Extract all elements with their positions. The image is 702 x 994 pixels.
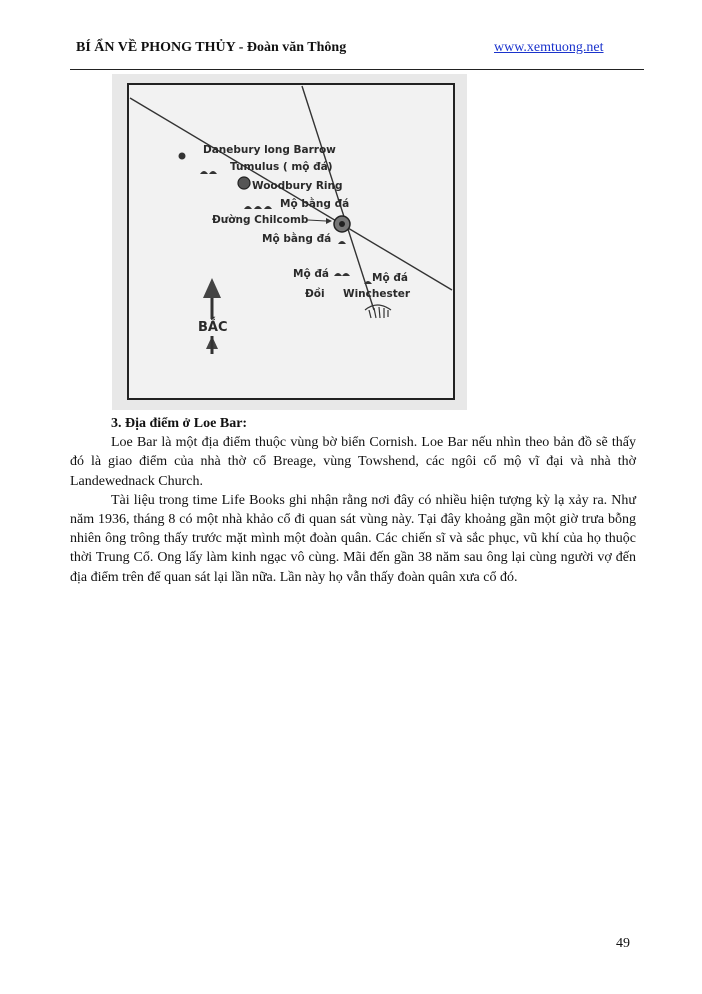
stone-mounds-1	[244, 206, 272, 209]
label-mo-bang-da-1: Mộ bằng đá	[280, 198, 350, 210]
section-body	[70, 414, 636, 587]
paragraph-1: Loe Bar là một địa điểm thuộc vùng bờ biển Cornish. Loe Bar nếu nhìn theo bản đồ sẽ thấy đó là giao điểm của nhà thờ cổ Breage, vùng Towshend, các ngôi cổ mộ vĩ đại và nhà thờ Landewednack Church.	[70, 435, 636, 489]
label-doi: Đồi	[305, 288, 325, 300]
paragraph-2: Tài liệu trong time Life Books ghi nhận rằng nơi đây có nhiều hiện tượng kỳ lạ xảy ra. Như năm 1936, tháng 8 có một nhà khảo cổ đi quan sát vùng này. Tại đây khoảng gần một giờ trưa bỗng nhiên ông trông thấy trước mặt mình một đoàn quân. Các chiến sĩ và sắc phục, vũ khí của họ thuộc thời Trung Cổ. Ong lấy làm kinh ngạc vô cùng. Mãi đến gần 38 năm sau ông lại cùng người vợ đến địa điểm trên để quan sát lại lần nữa. Lần này họ vẫn thấy đoàn quân xưa cổ đó.	[70, 492, 636, 585]
label-danebury: Danebury long Barrow	[203, 144, 336, 156]
danebury-marker	[179, 153, 186, 160]
label-duong-chilcomb: Đường Chilcomb	[212, 214, 309, 226]
ley-line-map	[112, 74, 467, 410]
woodbury-ring-marker	[238, 177, 250, 189]
website-link[interactable]: www.xemtuong.net	[494, 40, 604, 55]
header-title: BÍ ẨN VỀ PHONG THỦY - Đoàn văn Thông	[76, 40, 347, 55]
label-north: BẮC	[198, 320, 228, 335]
label-mo-bang-da-2: Mộ bằng đá	[262, 233, 332, 245]
header-divider	[70, 69, 644, 70]
label-winchester: Winchester	[343, 288, 411, 300]
page-number: 49	[616, 936, 630, 951]
label-mo-da-right: Mộ đá	[372, 272, 408, 284]
label-mo-da-left: Mộ đá	[293, 268, 329, 280]
label-woodbury: Woodbury Ring	[252, 180, 343, 192]
label-tumulus: Tumulus ( mộ đá)	[230, 161, 333, 173]
section-heading: 3. Địa điểm ở Loe Bar:	[111, 416, 248, 431]
